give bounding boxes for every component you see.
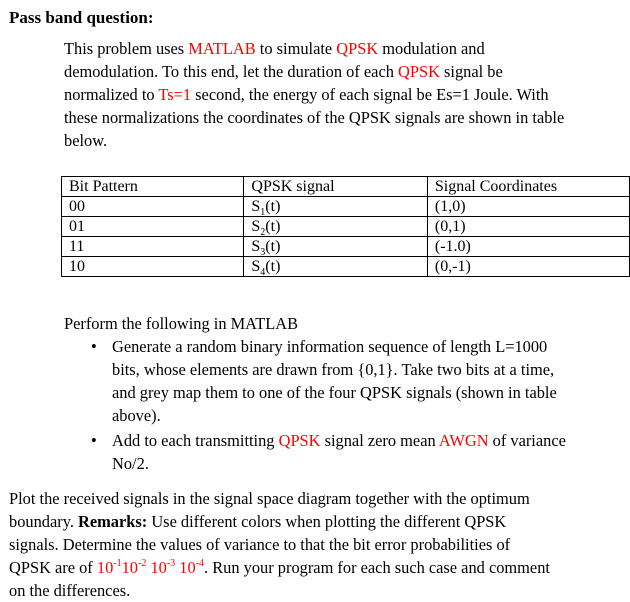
- plot-line-2: [9, 510, 630, 533]
- error-probability-2: $10^{-2}$: [121, 557, 147, 577]
- plot-line-1: Plot the received signals in the signal space diagram together with the optimum: [9, 489, 530, 508]
- text-segment: signal be: [439, 62, 503, 81]
- text-segment: signal zero mean: [320, 431, 439, 450]
- error-probability-4: $10^{-4}$: [175, 557, 205, 577]
- signal-symbol: S: [251, 198, 261, 215]
- header-signal-coordinates: Signal Coordinates: [427, 177, 629, 197]
- intro-line-2: [64, 60, 630, 83]
- task-line: Generate a random binary information sequence of length L=1000: [112, 337, 548, 356]
- cell-coordinates: (1,0): [427, 197, 629, 217]
- header-bit-pattern: Bit Pattern: [62, 177, 244, 197]
- signal-symbol: S: [251, 238, 261, 255]
- task-line: [112, 429, 630, 452]
- signal-index: 2: [260, 227, 266, 239]
- signal-symbol: S: [251, 218, 261, 235]
- text-segment: QPSK are of: [9, 558, 97, 577]
- bullet-icon: •: [91, 337, 97, 356]
- task-line: No/2.: [112, 454, 149, 473]
- question-heading: Pass band question:: [9, 8, 154, 27]
- plot-line-4: [9, 556, 630, 579]
- keyword-ts: Ts=1: [158, 85, 192, 104]
- text-segment: Add to each transmitting: [112, 431, 279, 450]
- qpsk-mapping-table: [61, 176, 630, 277]
- cell-coordinates: (0,-1): [427, 257, 629, 277]
- cell-signal: [244, 197, 427, 217]
- signal-arg: (t): [265, 238, 281, 255]
- header-qpsk-signal: QPSK signal: [244, 177, 427, 197]
- signal-arg: (t): [265, 218, 281, 235]
- table-row: [62, 197, 630, 217]
- text-segment: normalized to: [64, 85, 159, 104]
- signal-index: 4: [260, 267, 266, 279]
- cell-signal: [244, 217, 427, 237]
- signal-index: 3: [260, 247, 266, 259]
- signal-arg: (t): [265, 258, 281, 275]
- remarks-label: Remarks:: [78, 512, 148, 531]
- list-item: [91, 429, 630, 475]
- intro-line-4: these normalizations the coordinates of the QPSK signals are shown in table: [64, 108, 565, 127]
- bullet-icon: •: [91, 431, 97, 450]
- cell-bits: 10: [62, 257, 244, 277]
- perform-instructions: Perform the following in MATLAB: [64, 314, 298, 333]
- cell-coordinates: (-1.0): [427, 237, 629, 257]
- table-row: [62, 257, 630, 277]
- signal-symbol: S: [251, 258, 261, 275]
- cell-bits: 11: [62, 237, 244, 257]
- task-list: [91, 335, 630, 475]
- cell-bits: 01: [62, 217, 244, 237]
- plot-paragraph: [9, 487, 630, 602]
- keyword-qpsk: QPSK: [336, 39, 379, 58]
- text-segment: . Run your program for each such case and comment: [204, 558, 550, 577]
- plot-line-3: signals. Determine the values of variance to that the bit error probabilities of: [9, 535, 511, 554]
- intro-paragraph: [64, 37, 630, 152]
- cell-signal: [244, 237, 427, 257]
- cell-coordinates: (0,1): [427, 217, 629, 237]
- task-line: above).: [112, 406, 161, 425]
- text-segment: second, the energy of each signal be Es=1 Joule. With: [191, 85, 549, 104]
- task-line: bits, whose elements are drawn from {0,1}. Take two bits at a time,: [112, 360, 555, 379]
- text-segment: This problem uses: [64, 39, 189, 58]
- task-line: and grey map them to one of the four QPSK signals (shown in table: [112, 383, 557, 402]
- keyword-qpsk: QPSK: [398, 62, 440, 81]
- table-row: [62, 217, 630, 237]
- text-segment: boundary.: [9, 512, 79, 531]
- text-segment: of variance: [488, 431, 566, 450]
- text-segment: Use different colors when plotting the different QPSK: [147, 512, 507, 531]
- signal-arg: (t): [265, 198, 281, 215]
- intro-line-3: [64, 83, 630, 106]
- cell-bits: 00: [62, 197, 244, 217]
- list-item: [91, 335, 630, 427]
- intro-line-1: [64, 37, 630, 60]
- keyword-matlab: MATLAB: [188, 39, 256, 58]
- signal-index: 1: [260, 207, 266, 219]
- keyword-awgn: AWGN: [438, 431, 489, 450]
- intro-line-5: below.: [64, 131, 108, 150]
- text-segment: demodulation. To this end, let the duration of each: [64, 62, 399, 81]
- cell-signal: [244, 257, 427, 277]
- error-probability-3: $10^{-3}$: [146, 557, 176, 577]
- keyword-qpsk: QPSK: [278, 431, 321, 450]
- text-segment: to simulate: [255, 39, 337, 58]
- plot-line-5: on the differences.: [9, 581, 131, 600]
- text-segment: modulation and: [378, 39, 485, 58]
- error-probability-1: $10^{-1}$: [96, 557, 122, 577]
- table-row: [62, 237, 630, 257]
- table-header-row: [62, 177, 630, 197]
